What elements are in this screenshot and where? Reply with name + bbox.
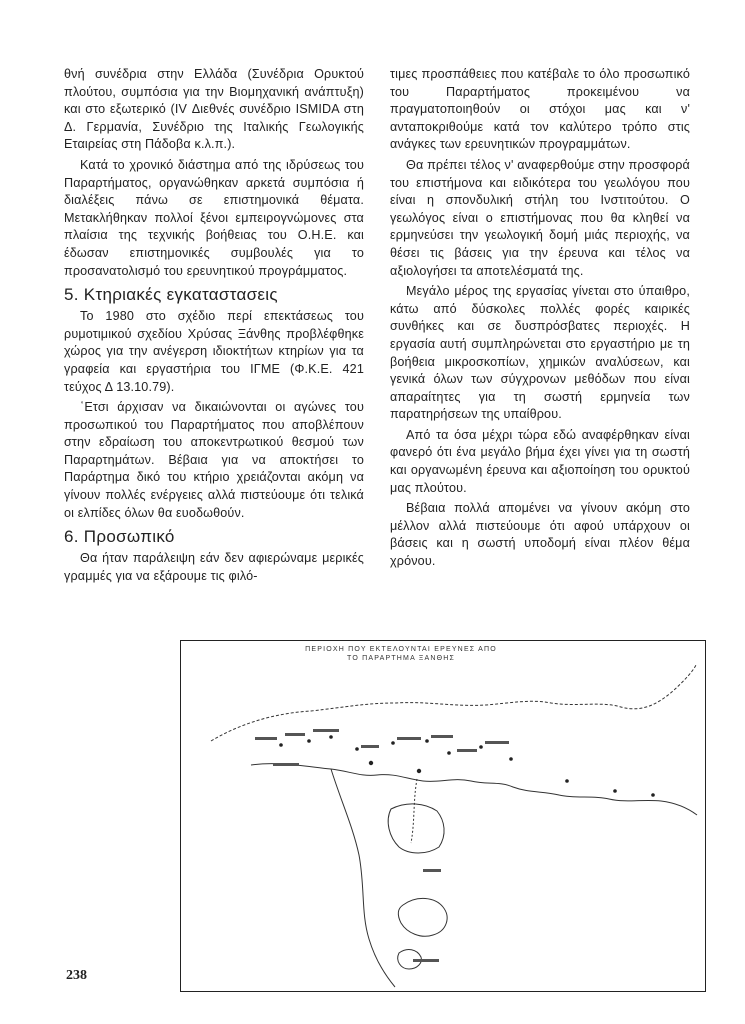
site-marker [509, 757, 513, 761]
place-label-mark [413, 959, 439, 962]
section-heading: 5. Κτηριακές εγκαταστασεις [64, 285, 278, 305]
river [331, 769, 395, 987]
place-label-mark [313, 729, 339, 732]
paragraph: Θα ήταν παράλειψη εάν δεν αφιερώναμε μερικές γραμμές για να εξάρουμε τις φιλό- [64, 551, 364, 583]
site-marker [279, 743, 283, 747]
place-label-mark [255, 737, 277, 740]
place-label-mark [285, 733, 305, 736]
paragraph: Από τα όσα μέχρι τώρα εδώ αναφέρθηκαν είναι φανερό ότι ένα μεγάλο βήμα έχει γίνει για τη σωστή και οργανωμένη έρευνα και αξιοποίηση του ορυκτού μας πλούτου. [390, 427, 690, 495]
site-marker [329, 735, 333, 739]
place-label-mark [273, 763, 299, 766]
paragraph: Βέβαια πολλά απομένει να γίνουν ακόμη στο μέλλον αλλά πιστεύουμε ότι αφού υπάρχουν οι βάσεις και η σωστή υποδομή είναι πλέον θέμα χρόνου. [390, 501, 690, 569]
coastline [251, 764, 697, 815]
paragraph: Μεγάλο μέρος της εργασίας γίνεται στο ύπαιθρο, κάτω από δύσκολες πολλές φορές καιρικές συνθήκες και σε δυσπρόσβατες περιοχές. Η εργασία αυτή συμπληρώνεται στο εργαστήριο με τη βοήθεια μικροσκοπίων, χημικών αναλύσεων, και γενικά όλων των σύγχρονων μεθόδων που είναι απαραίτητες για τη σωστή ερμηνεία των παρατηρήσεων της υπαίθρου. [390, 284, 690, 422]
paragraph: Κατά το χρονικό διάστημα από της ιδρύσεως του Παραρτήματος, οργανώθηκαν αρκετά συμπόσια ή διαλέξεις πάνω σε επιστημονικά θέματα. Μετακλήθηκαν πολλοί ξένοι εμπειρογνώμονες στα πλαίσια της τεχνικής βοήθειας του Ο.Η.Ε. και έδωσαν επιστημονικές συμβουλές για το προσανατολισμό του ερευνητικού προγράμματος. [64, 157, 364, 278]
paragraph: Θα πρέπει τέλος ν' αναφερθούμε στην προσφορά του επιστήμονα και ειδικότερα του γεωλόγου που είναι η σπονδυλική στήλη του Ινστιτούτου. Ο γεωλόγος είναι ο επιστήμονας που θα κληθεί να ερμηνεύσει την γεωλογική δομή μιάς περιοχής, να θέσει τις βάσεις για την έρευνα και τέλος να αξιολογήσει τα αποτελέσματά της. [390, 157, 690, 278]
site-marker [479, 745, 483, 749]
place-label-mark [361, 745, 379, 748]
map-title-line: ΠΕΡΙΟΧΗ ΠΟΥ ΕΚΤΕΛΟΥΝΤΑΙ ΕΡΕΥΝΕΣ ΑΠΟ [305, 646, 497, 653]
paragraph: Το 1980 στο σχέδιο περί επεκτάσεως του ρυμοτιμικού σχεδίου Χρύσας Ξάνθης προβλέφθηκε χώρος για την ανέγερση ιδιοκτήτων κτηρίων για τα γραφεία και εργαστήρια του ΙΓΜΕ (Φ.Κ.Ε. 421 τεύχος Δ 13.10.79). [64, 309, 364, 394]
place-label-mark [457, 749, 477, 752]
paragraph: ῾Ετσι άρχισαν να δικαιώνονται οι αγώνες του προσωπικού του Παραρτήματος που αποβλέπουν στην εδραίωση του αποκεντρωτικού θεσμού των Παραρτημάτων. Βέβαια για να αποκτήσει το Παράρτημα δικό του κτήριο χρειάζονται ακόμη να γίνουν πολλές ενέργειες αλλά πιστεύουμε ότι τελικά οι ελπίδες όλων θα ευοδωθούν. [64, 400, 364, 520]
map-border-line [211, 665, 696, 741]
paragraph: θνή συνέδρια στην Ελλάδα (Συνέδρια Ορυκτού πλούτου, συμπόσια για την Βιομηχανική ανάπτυξη) και στο εξωτερικό (IV Διεθνές συνέδριο ISMIDA στη Δ. Γερμανία, Συνέδριο της Ιταλικής Γεωλογικής Εταιρείας στη Πάδοβα κ.λ.π.). [64, 67, 364, 152]
river [411, 779, 417, 843]
site-marker [651, 793, 655, 797]
map-drawing [181, 641, 707, 993]
island-outline [398, 898, 447, 936]
site-marker [425, 739, 429, 743]
right-column [390, 66, 690, 571]
map-figure [180, 640, 706, 992]
place-label-mark [397, 737, 421, 740]
site-marker [417, 769, 421, 773]
section-heading: 6. Προσωπικό [64, 527, 175, 547]
site-marker [613, 789, 617, 793]
place-label-mark [423, 869, 441, 872]
paragraph: τιμες προσπάθειες που κατέβαλε το όλο προσωπικό του Παραρτήματος προκειμένου να πραγματοποιηθούν οι στόχοι μας και ν' ανταποκριθούμε κατά τον καλύτερο τρόπο στις ανάγκες των ερευνητικών προγραμμάτων. [390, 67, 690, 152]
left-column [64, 66, 364, 585]
map-title-line: ΤΟ ΠΑΡΑΡΤΗΜΑ ΞΑΝΘΗΣ [346, 655, 456, 662]
site-marker [565, 779, 569, 783]
site-marker [307, 739, 311, 743]
page-number: 238 [66, 968, 87, 983]
site-marker [369, 761, 373, 765]
site-marker [391, 741, 395, 745]
place-label-mark [485, 741, 509, 744]
site-marker [355, 747, 359, 751]
place-label-mark [431, 735, 453, 738]
district-outline [388, 804, 444, 853]
site-marker [447, 751, 451, 755]
